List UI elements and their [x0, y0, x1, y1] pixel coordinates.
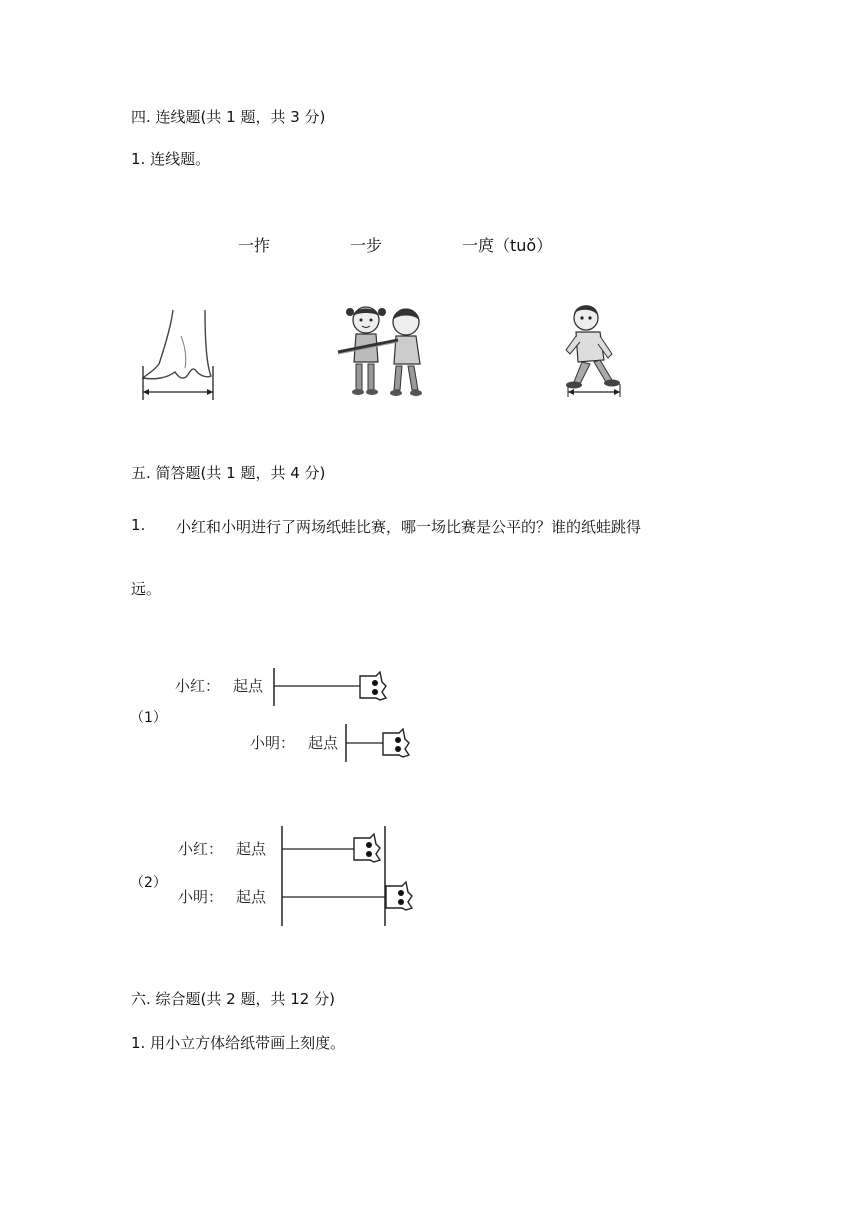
question-5-1-number: 1.	[131, 516, 146, 534]
race-2-xiaohong-frog	[354, 834, 380, 862]
race-2-diagram	[170, 822, 430, 932]
race-2-xiaohong-name: 小红：	[178, 840, 224, 858]
race-1-label: （1）	[130, 710, 167, 726]
race-2-xiaoming-frog	[386, 882, 412, 910]
walking-step-illustration	[560, 300, 630, 400]
race-1-xiaohong-frog	[360, 672, 386, 700]
race-2-xiaoming-start: 起点	[236, 888, 267, 906]
option-bu: 一步	[350, 236, 383, 255]
section-6-heading: 六. 综合题(共 2 题，共 12 分)	[131, 990, 335, 1008]
race-1-xiaohong-name: 小红：	[175, 677, 221, 695]
race-1-xiaoming-frog	[383, 729, 409, 757]
option-zha: 一拃	[238, 236, 271, 255]
section-5-heading: 五. 简答题(共 1 题，共 4 分)	[131, 464, 326, 482]
option-tuo: 一庹（tuǒ）	[462, 236, 553, 255]
race-2-xiaohong-start: 起点	[236, 840, 267, 858]
race-2-label: （2）	[130, 875, 167, 891]
race-1-xiaoming-name: 小明：	[250, 734, 296, 752]
hand-span-illustration	[135, 306, 225, 402]
section-4-heading: 四. 连线题(共 1 题，共 3 分)	[131, 108, 326, 126]
race-2-xiaoming-name: 小明：	[178, 888, 224, 906]
question-5-1-line2: 远。	[131, 580, 162, 598]
race-1-xiaohong-start: 起点	[233, 677, 264, 695]
question-4-1: 1. 连线题。	[131, 150, 211, 168]
question-5-1-line1: 小红和小明进行了两场纸蛙比赛，哪一场比赛是公平的？谁的纸蛙跳得	[176, 518, 642, 536]
race-1-xiaoming-start: 起点	[308, 734, 339, 752]
race-1-diagram	[170, 658, 430, 768]
arm-span-illustration	[336, 302, 436, 398]
question-6-1: 1. 用小立方体给纸带画上刻度。	[131, 1034, 346, 1052]
